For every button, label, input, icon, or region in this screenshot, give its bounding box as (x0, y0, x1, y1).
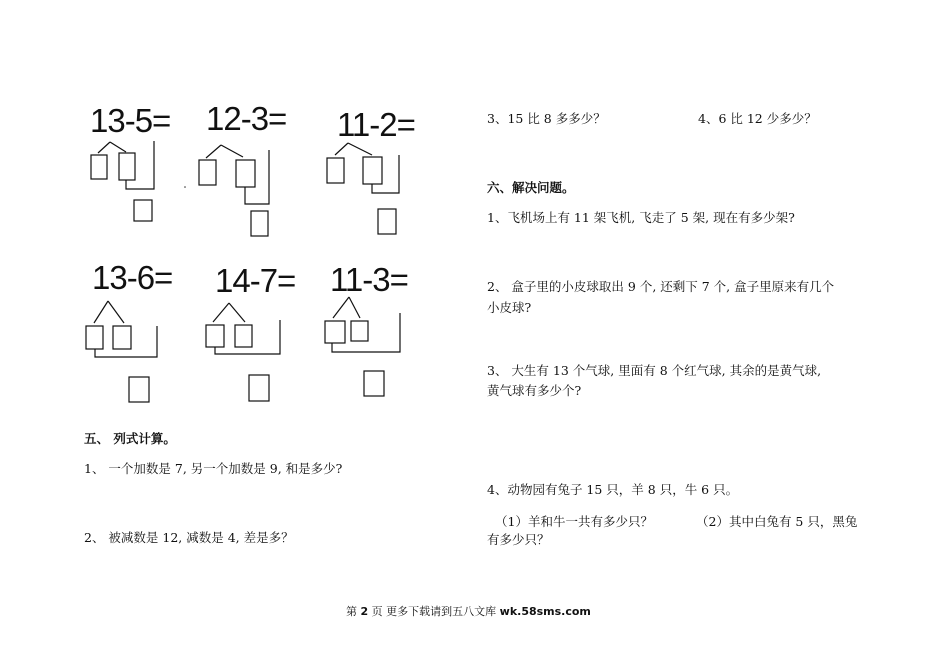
problem-4-sub-1: （1）羊和牛一共有多少只？ (495, 514, 653, 529)
answer-box (236, 160, 255, 187)
answer-box (113, 326, 131, 349)
problem-4-sub-2-line-1: （2）其中白兔有 5 只，黑兔 (696, 514, 858, 529)
answer-box (235, 325, 252, 347)
answer-box (91, 155, 107, 179)
diagram-1 (91, 141, 154, 221)
diagram-5 (206, 303, 280, 401)
answer-box (249, 375, 269, 401)
section-5-question-1: 1、 一个加数是 7, 另一个加数是 9, 和是多少? (84, 461, 343, 476)
footer-site-link[interactable]: wk.58sms.com (499, 605, 591, 618)
equation-2: 12-3= (206, 100, 287, 137)
right-question-3: 3、15 比 8 多多少？ (487, 111, 606, 126)
answer-box (134, 200, 152, 221)
equation-3: 11-2= (337, 106, 415, 143)
answer-box (325, 321, 345, 343)
equation-6: 11-3= (330, 261, 408, 298)
diagram-4 (86, 301, 157, 402)
section-5-question-2: 2、 被减数是 12, 减数是 4, 差是多？ (84, 530, 294, 545)
problem-2-line-2: 小皮球? (487, 300, 532, 315)
answer-box (119, 153, 135, 180)
problem-4: 4、动物园有兔子 15 只，羊 8 只，牛 6 只。 (487, 482, 739, 497)
problem-4-sub-2-line-2: 有多少只？ (487, 532, 550, 547)
answer-box (251, 211, 268, 236)
footer-prefix: 第 (346, 605, 361, 618)
answer-box (378, 209, 396, 234)
diagram-2 (199, 145, 269, 236)
page-footer (346, 603, 591, 619)
section-5-heading: 五、 列式计算。 (84, 431, 176, 446)
problem-3-line-1: 3、 大生有 13 个气球, 里面有 8 个红气球, 其余的是黄气球, (487, 363, 822, 378)
problem-3-line-2: 黄气球有多少个? (487, 383, 582, 398)
answer-box (364, 371, 384, 396)
diagram-6 (325, 297, 400, 396)
answer-box (363, 157, 382, 184)
section-6-heading: 六、解决问题。 (487, 180, 575, 195)
page-number: 2 (360, 605, 369, 618)
equation-5: 14-7= (215, 262, 296, 299)
answer-box (206, 325, 224, 347)
problem-2-line-1: 2、 盒子里的小皮球取出 9 个, 还剩下 7 个, 盒子里原来有几个 (487, 279, 835, 294)
answer-box (327, 158, 344, 183)
footer-text: 页 更多下载请到五八文库 (368, 605, 500, 618)
answer-box (351, 321, 368, 341)
answer-box (86, 326, 103, 349)
answer-box (199, 160, 216, 185)
equation-1: 13-5= (90, 102, 171, 139)
answer-box (129, 377, 149, 402)
right-question-4: 4、6 比 12 少多少？ (698, 111, 817, 126)
diagram-3 (327, 143, 399, 234)
problem-1: 1、飞机场上有 11 架飞机, 飞走了 5 架, 现在有多少架? (487, 210, 795, 225)
equation-4: 13-6= (92, 259, 173, 296)
